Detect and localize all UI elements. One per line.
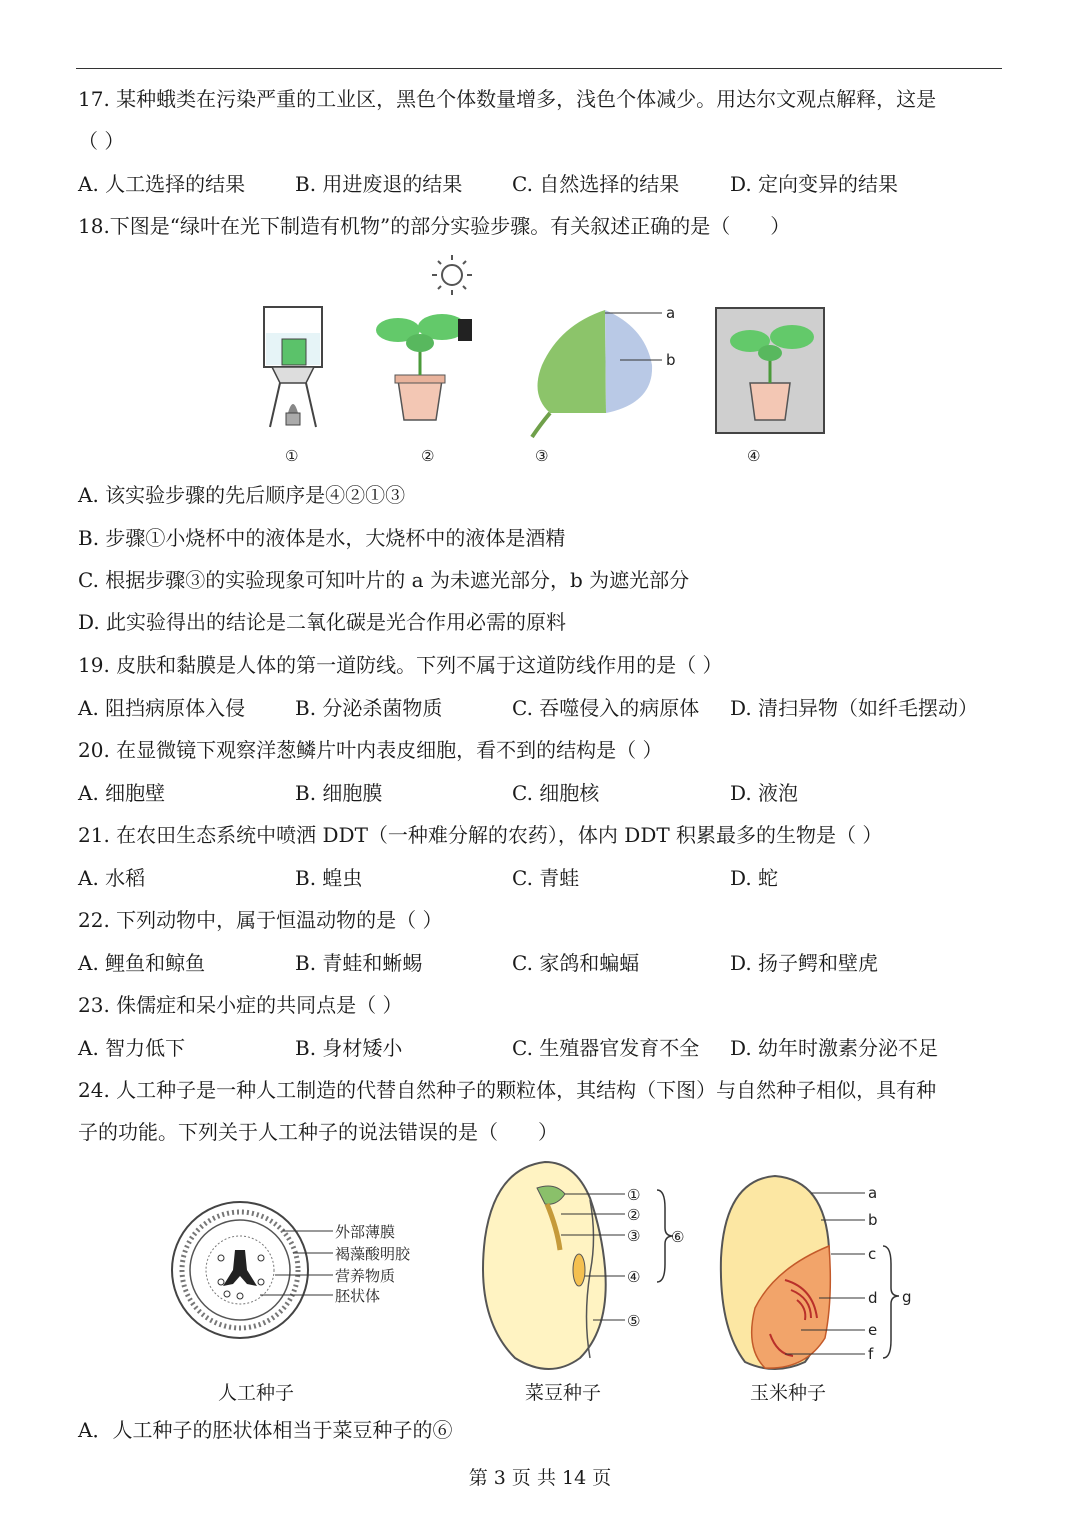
- q18-option-b: B. 步骤①小烧杯中的液体是水，大烧杯中的液体是酒精: [78, 526, 566, 550]
- step-1-label: ①: [285, 447, 299, 465]
- q23-option-a: A. 智力低下: [78, 1036, 186, 1060]
- q17-stem: 17. 某种蛾类在污染严重的工业区，黑色个体数量增多，浅色个体减少。用达尔文观点解释，这是: [78, 87, 937, 111]
- corn-label-e: e: [868, 1321, 878, 1339]
- q18-option-c: C. 根据步骤③的实验现象可知叶片的 a 为未遮光部分，b 为遮光部分: [78, 568, 690, 592]
- step-3-label: ③: [535, 447, 549, 465]
- caption-bean-seed: 菜豆种子: [525, 1382, 602, 1404]
- corn-label-b: b: [868, 1211, 878, 1229]
- q20-option-d: D. 液泡: [730, 781, 799, 805]
- corn-label-a: a: [868, 1184, 878, 1202]
- q24-seed-figure: [165, 1158, 925, 1380]
- q21-option-c: C. 青蛙: [512, 866, 580, 890]
- q20-option-a: A. 细胞壁: [78, 781, 166, 805]
- q18-option-a: A. 该实验步骤的先后顺序是④②①③: [78, 483, 406, 507]
- step-4-label: ④: [747, 447, 761, 465]
- q20-stem: 20. 在显微镜下观察洋葱鳞片叶内表皮细胞，看不到的结构是（ ）: [78, 738, 663, 762]
- q23-option-c: C. 生殖器官发育不全: [512, 1036, 700, 1060]
- q18-experiment-figure: [250, 255, 850, 470]
- bean-label-3: ③: [627, 1227, 641, 1245]
- q24-option-a: A．人工种子的胚状体相当于菜豆种子的⑥: [78, 1418, 453, 1442]
- q20-option-c: C. 细胞核: [512, 781, 600, 805]
- leaf-illustration: [532, 304, 676, 437]
- potted-plant-illustration: [376, 314, 472, 420]
- artificial-label-nutrient: 营养物质: [335, 1267, 396, 1285]
- q19-option-b: B. 分泌杀菌物质: [295, 696, 443, 720]
- corn-label-d: d: [868, 1289, 878, 1307]
- bean-label-1: ①: [627, 1186, 641, 1204]
- bean-label-4: ④: [627, 1268, 641, 1286]
- bean-label-5: ⑤: [627, 1312, 641, 1330]
- corn-seed-illustration: [721, 1176, 912, 1369]
- q17-option-a: A. 人工选择的结果: [78, 172, 246, 196]
- q22-option-c: C. 家鸽和蝙蝠: [512, 951, 640, 975]
- artificial-label-embryoid: 胚状体: [335, 1287, 381, 1305]
- q19-stem: 19. 皮肤和黏膜是人体的第一道防线。下列不属于这道防线作用的是（ ）: [78, 653, 723, 677]
- artificial-label-gelatin: 褐藻酸明胶: [335, 1245, 411, 1263]
- q24-stem-line2: 子的功能。下列关于人工种子的说法错误的是（ ）: [78, 1120, 558, 1144]
- corn-label-c: c: [868, 1245, 877, 1263]
- q21-option-d: D. 蛇: [730, 866, 779, 890]
- q22-stem: 22. 下列动物中，属于恒温动物的是（ ）: [78, 908, 443, 932]
- q17-option-c: C. 自然选择的结果: [512, 172, 680, 196]
- corn-label-f: f: [868, 1345, 874, 1363]
- q18-option-d: D. 此实验得出的结论是二氧化碳是光合作用必需的原料: [78, 610, 567, 634]
- q23-option-d: D. 幼年时激素分泌不足: [730, 1036, 939, 1060]
- artificial-seed-illustration: [172, 1202, 411, 1338]
- leaf-label-b: b: [666, 351, 676, 369]
- artificial-label-membrane: 外部薄膜: [335, 1223, 396, 1241]
- q23-stem: 23. 侏儒症和呆小症的共同点是（ ）: [78, 993, 403, 1017]
- plant-in-dark-box-illustration: [716, 308, 824, 433]
- q22-option-a: A. 鲤鱼和鲸鱼: [78, 951, 206, 975]
- page-footer: 第 3 页 共 14 页: [468, 1467, 612, 1489]
- bean-label-6: ⑥: [671, 1228, 685, 1246]
- q23-option-b: B. 身材矮小: [295, 1036, 403, 1060]
- q17-option-b: B. 用进废退的结果: [295, 172, 463, 196]
- q19-option-d: D. 清扫异物（如纤毛摆动）: [730, 696, 979, 720]
- q19-option-a: A. 阻挡病原体入侵: [78, 696, 246, 720]
- q17-option-d: D. 定向变异的结果: [730, 172, 899, 196]
- q21-option-a: A. 水稻: [78, 866, 146, 890]
- water-bath-illustration: [264, 307, 322, 427]
- bean-label-2: ②: [627, 1206, 641, 1224]
- q19-option-c: C. 吞噬侵入的病原体: [512, 696, 700, 720]
- caption-corn-seed: 玉米种子: [750, 1382, 827, 1404]
- q18-stem: 18.下图是“绿叶在光下制造有机物”的部分实验步骤。有关叙述正确的是（ ）: [78, 214, 791, 238]
- q21-stem: 21. 在农田生态系统中喷洒 DDT（一种难分解的农药），体内 DDT 积累最多的生物是（ ）: [78, 823, 883, 847]
- bean-seed-illustration: [483, 1162, 684, 1369]
- q24-stem-line1: 24. 人工种子是一种人工制造的代替自然种子的颗粒体，其结构（下图）与自然种子相似，具有种: [78, 1078, 937, 1102]
- leaf-label-a: a: [666, 304, 676, 322]
- corn-label-g: g: [902, 1288, 912, 1306]
- top-rule: [76, 68, 1002, 69]
- q20-option-b: B. 细胞膜: [295, 781, 383, 805]
- q22-option-b: B. 青蛙和蜥蜴: [295, 951, 423, 975]
- sun-icon: [432, 255, 472, 295]
- q21-option-b: B. 蝗虫: [295, 866, 363, 890]
- q17-bracket: （ ）: [78, 129, 125, 153]
- step-2-label: ②: [421, 447, 435, 465]
- q22-option-d: D. 扬子鳄和壁虎: [730, 951, 879, 975]
- caption-artificial-seed: 人工种子: [218, 1382, 295, 1404]
